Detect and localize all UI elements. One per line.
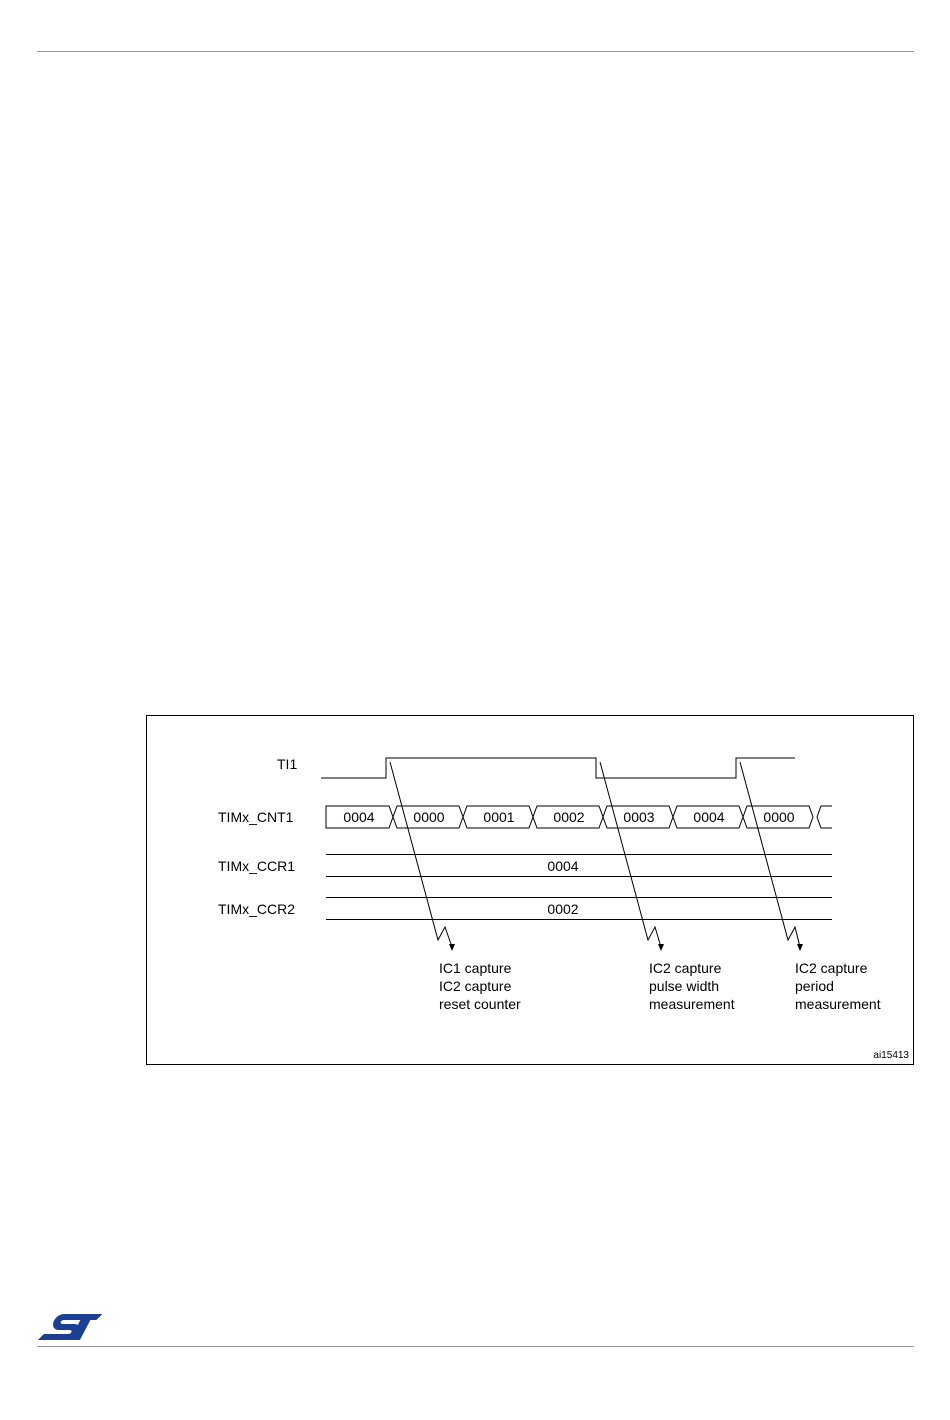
event-note-1 <box>439 960 521 1012</box>
note-line: measurement <box>795 996 881 1012</box>
counter-bus <box>326 806 832 828</box>
note-line: IC2 capture <box>649 960 722 976</box>
counter-cell-value: 0002 <box>553 809 585 825</box>
counter-cell-partial <box>817 806 832 828</box>
note-line: period <box>795 978 834 994</box>
ccr2-bus <box>326 898 832 920</box>
ccr1-label: TIMx_CCR1 <box>218 858 296 874</box>
event-arrow-3 <box>740 762 803 951</box>
ccr2-value: 0002 <box>547 901 579 917</box>
figure-frame <box>147 716 914 1065</box>
note-line: IC2 capture <box>795 960 868 976</box>
event-note-3 <box>795 960 881 1012</box>
note-line: IC2 capture <box>439 978 512 994</box>
note-line: reset counter <box>439 996 521 1012</box>
ccr2-label: TIMx_CCR2 <box>218 901 296 917</box>
event-arrow-2 <box>600 762 664 951</box>
counter-cell-value: 0004 <box>693 809 725 825</box>
note-line: IC1 capture <box>439 960 512 976</box>
figure-reference: ai15413 <box>873 1050 909 1061</box>
counter-cell-value: 0001 <box>483 809 515 825</box>
counter-cell-value: 0000 <box>413 809 445 825</box>
ccr1-bus <box>326 855 832 877</box>
event-arrow-1 <box>390 762 455 951</box>
note-line: measurement <box>649 996 735 1012</box>
counter-cell-value: 0003 <box>623 809 655 825</box>
ti1-label: TI1 <box>277 756 298 772</box>
counter-cell-value: 0004 <box>343 809 375 825</box>
counter-cell-value: 0000 <box>763 809 795 825</box>
cnt-label: TIMx_CNT1 <box>218 809 294 825</box>
st-logo <box>38 1314 102 1340</box>
event-note-2 <box>649 960 735 1012</box>
ccr1-value: 0004 <box>547 858 579 874</box>
note-line: pulse width <box>649 978 720 994</box>
